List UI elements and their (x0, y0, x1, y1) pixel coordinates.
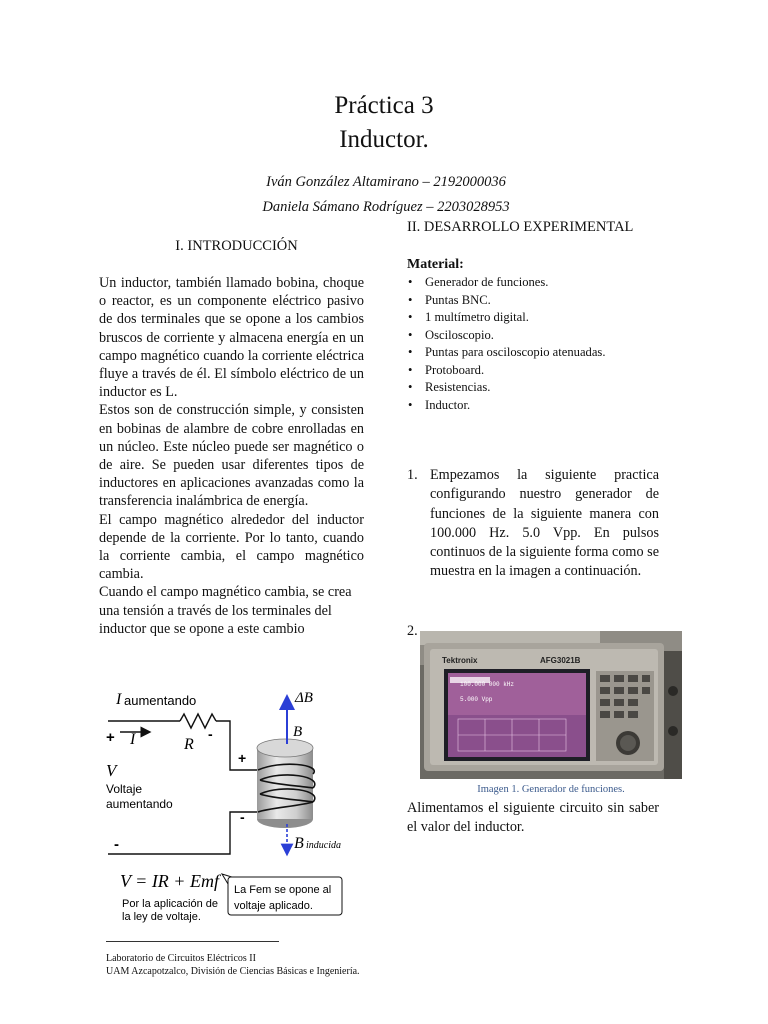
wire-top-right (216, 721, 258, 770)
intro-paragraph-3: El campo magnético alrededor del inductor depende de la corriente. Por lo tanto, cuando la corriente cambia, el campo magnético cambia. (99, 511, 364, 583)
intro-paragraph-1: Un inductor, también llamado bobina, choque o reactor, es un componente eléctrico pasivo de dos terminales que se opone a los cambios bruscos de corriente y almacena energía en un campo magnético cuando la corriente eléctrica fluye a través de él. El símbolo eléctrico de un inductor es L. (99, 275, 364, 401)
wire-bottom (108, 812, 258, 854)
aplicacion-line-2: la ley de voltaje. (122, 911, 201, 923)
step-2-text-content: Alimentamos el siguiente circuito sin saber el valor del inductor. (407, 800, 659, 836)
b-induced-subscript: inducida (306, 840, 341, 851)
section-2-heading: II. DESARROLLO EXPERIMENTAL (407, 219, 634, 235)
minus-left: - (114, 836, 119, 853)
function-generator-photo (420, 631, 682, 779)
list-item: • Protoboard. (407, 362, 667, 380)
material-title: Material: (407, 257, 464, 272)
image-caption: Imagen 1. Generador de funciones. (477, 784, 625, 795)
title-line1: Práctica 3 (334, 92, 434, 119)
list-item: • Puntas para osciloscopio atenuadas. (407, 344, 667, 362)
list-item: • Inductor. (407, 397, 667, 415)
inductor-core (257, 748, 313, 819)
brand-label: Tektronix (442, 656, 478, 665)
r-label: R (184, 736, 194, 753)
step-2-text (407, 799, 659, 838)
delta-b-label: ΔB (295, 690, 313, 706)
list-item: • Resistencias. (407, 379, 667, 397)
voltaje-label: Voltaje (106, 782, 143, 796)
model-label: AFG3021B (540, 656, 581, 665)
i-label: I (116, 691, 122, 708)
b-induced-label: B (294, 835, 304, 852)
material-list (407, 274, 667, 414)
ampl-readout: 5.000 Vpp (460, 696, 493, 703)
aplicacion-line-1: Por la aplicación de (122, 898, 219, 910)
step-2-number: 2. (407, 623, 418, 639)
i-arrow-label: I (130, 731, 136, 748)
inductor-figure (100, 684, 362, 930)
list-item: • 1 multímetro digital. (407, 309, 667, 327)
list-item: • Puntas BNC. (407, 292, 667, 310)
i-aumentando-label: aumentando (124, 693, 197, 708)
author-1: Iván González Altamirano – 2192000036 (266, 174, 506, 190)
intro-text (99, 274, 364, 638)
title-line2: Inductor. (339, 126, 429, 153)
intro-paragraph-4: Cuando el campo magnético cambia, se crea una tensión a través de los terminales del inductor que se opone a este cambio (99, 584, 352, 637)
b-label: B (293, 724, 303, 740)
list-item: • Generador de funciones. (407, 274, 667, 292)
step-1-text: Empezamos la siguiente practica configurando nuestro generador de funciones de la siguiente manera con 100.000 Hz. 5.0 Vpp. En pulsos continuos de la siguiente forma como se muestra en la imagen a continuación. (430, 467, 659, 580)
list-item: • Osciloscopio. (407, 327, 667, 345)
plus-left: + (106, 729, 115, 746)
intro-paragraph-2: Estos son de construcción simple, y consisten en bobinas de alambre de cobre enrolladas en un núcleo. Este núcleo puede ser magnético o de aire. Se pueden usar diferentes tipos de inductores en aplicaciones avanzadas como la transferencia inalámbrica de energía. (99, 402, 364, 510)
plus-coil: + (238, 750, 247, 766)
section-1-heading: I. INTRODUCCIÓN (175, 238, 298, 254)
minus-coil: - (240, 809, 245, 825)
footnote-rule (106, 941, 279, 942)
core-top (257, 739, 313, 757)
footer-line-1: Laboratorio de Circuitos Eléctricos II (106, 953, 256, 964)
v-label: V (106, 761, 117, 780)
freq-readout: 100.000 000 kHz (460, 681, 515, 688)
equation: V = IR + Emf (120, 871, 219, 891)
step-1-number: 1. (407, 467, 418, 483)
fem-line-2: voltaje aplicado. (234, 900, 313, 912)
fem-line-1: La Fem se opone al (234, 884, 332, 896)
author-2: Daniela Sámano Rodríguez – 2203028953 (262, 199, 510, 215)
minus-top: - (208, 726, 213, 742)
aumentando-label: aumentando (106, 797, 173, 811)
footer-line-2: UAM Azcapotzalco, División de Ciencias Básicas e Ingeniería. (106, 966, 360, 977)
